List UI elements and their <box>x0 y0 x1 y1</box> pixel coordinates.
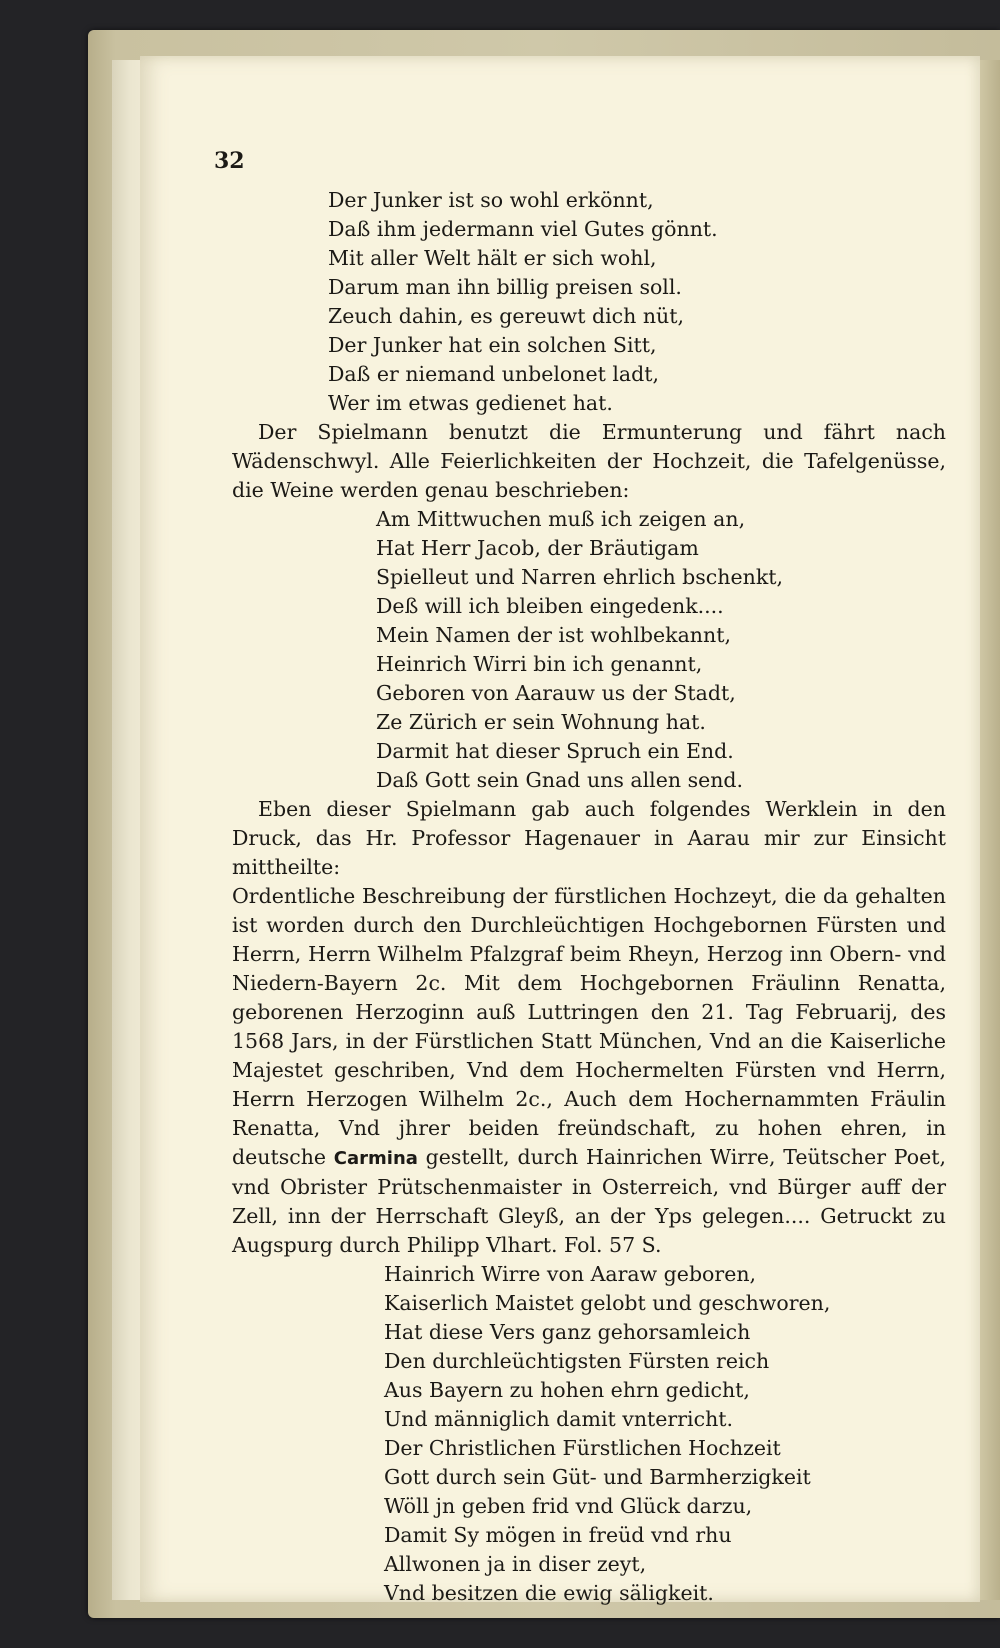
verse-line: Der Junker ist so wohl erkönnt, <box>328 188 654 212</box>
verse-line: Daß Gott sein Gnad uns allen send. <box>376 768 744 792</box>
page-number: 32 <box>214 148 245 174</box>
paragraph-spielmann: Der Spielmann benutzt die Ermunterung und fährt nach Wädenschwyl. Alle Feierlichkeiten der Hochzeit, die Tafelgenüsse, die Weine werden genau beschrieben: <box>232 420 946 502</box>
paragraph-title-quote <box>232 882 946 1260</box>
verse-line: Mein Namen der ist wohlbekannt, <box>376 623 731 647</box>
verse-line: Ze Zürich er sein Wohnung hat. <box>376 710 706 734</box>
verse-line: Am Mittwuchen muß ich zeigen an, <box>376 507 746 531</box>
verse-line: Darmit hat dieser Spruch ein End. <box>376 739 734 763</box>
verse-line: Zeuch dahin, es gereuwt dich nüt, <box>328 304 685 328</box>
verse-line: Heinrich Wirri bin ich genannt, <box>376 652 703 676</box>
verse-line: Geboren von Aarauw us der Stadt, <box>376 681 736 705</box>
verse-line: Den durchleüchtigsten Fürsten reich <box>384 1349 770 1373</box>
verse-line: Kaiserlich Maistet gelobt und geschworen, <box>384 1291 831 1315</box>
page-text <box>232 186 946 1608</box>
verse-line: Vnd besitzen die ewig säligkeit. <box>384 1581 714 1605</box>
verse-line: Aus Bayern zu hohen ehrn gedicht, <box>384 1378 750 1402</box>
verse-line: Der Junker hat ein solchen Sitt, <box>328 333 657 357</box>
verse-block-1 <box>232 186 946 418</box>
verse-line: Spielleut und Narren ehrlich bschenkt, <box>376 565 783 589</box>
title-quote-text-end: gestellt, durch Hainrichen Wirre, Teütscher Poet, vnd Obrister Prütschenmaister in Osterreich, vnd Bürger auff der Zell, inn der Herrschaft Gleyß, an der Yps gelegen.... Getruckt zu Augspurg durch Philipp Vlhart. Fol. 57 S. <box>232 1145 946 1257</box>
verse-line: Allwonen ja in diser zeyt, <box>384 1552 647 1576</box>
verse-line: Daß ihm jedermann viel Gutes gönnt. <box>328 217 718 241</box>
paragraph-werklein: Eben dieser Spielmann gab auch folgendes Werklein in den Druck, das Hr. Professor Hagenauer in Aarau mir zur Einsicht mittheilte: <box>232 797 946 879</box>
verse-line: Darum man ihn billig preisen soll. <box>328 275 682 299</box>
verse-line: Mit aller Welt hält er sich wohl, <box>328 246 657 270</box>
verse-line: Damit Sy mögen in freüd vnd rhu <box>384 1523 732 1547</box>
verse-block-2 <box>232 505 946 795</box>
verse-block-3 <box>232 1260 946 1608</box>
verse-line: Daß er niemand unbelonet ladt, <box>328 362 660 386</box>
verse-line: Deß will ich bleiben eingedenk.... <box>376 594 724 618</box>
facing-page-edge <box>980 60 1000 1600</box>
verse-line: Wöll jn geben frid vnd Glück darzu, <box>384 1494 753 1518</box>
title-quote-text: Ordentliche Beschreibung der fürstlichen Hochzeyt, die da gehalten ist worden durch den Durchleüchtigen Hochgebornen Fürsten und Herrn, Herrn Wilhelm Pfalzgraf beim Rheyn, Herzog inn Obern- vnd Niedern-Bayern 2c. Mit dem Hochgebornen Fräulinn Renatta, geborenen Herzoginn auß Luttringen den 21. Tag Februarij, des 1568 Jars, in der Fürstlichen Statt München, Vnd an die Kaiserliche Majestet geschriben, Vnd dem Hochermelten Fürsten vnd Herrn, Herrn Herzogen Wilhelm 2c., Auch dem Hochernammten Fräulin Renatta, Vnd jhrer beiden freündschaft, zu hohen ehren, in deutsche <box>232 884 946 1169</box>
carmina-word: Carmina <box>333 1148 418 1169</box>
verse-line: Der Christlichen Fürstlichen Hochzeit <box>384 1436 781 1460</box>
verse-line: Hat Herr Jacob, der Bräutigam <box>376 536 699 560</box>
verse-line: Wer im etwas gedienet hat. <box>328 391 613 415</box>
verse-line: Hat diese Vers ganz gehorsamleich <box>384 1320 751 1344</box>
verse-line: Gott durch sein Güt- und Barmherzigkeit <box>384 1465 811 1489</box>
verse-line: Und männiglich damit vnterricht. <box>384 1407 734 1431</box>
verse-line: Hainrich Wirre von Aaraw geboren, <box>384 1262 757 1286</box>
